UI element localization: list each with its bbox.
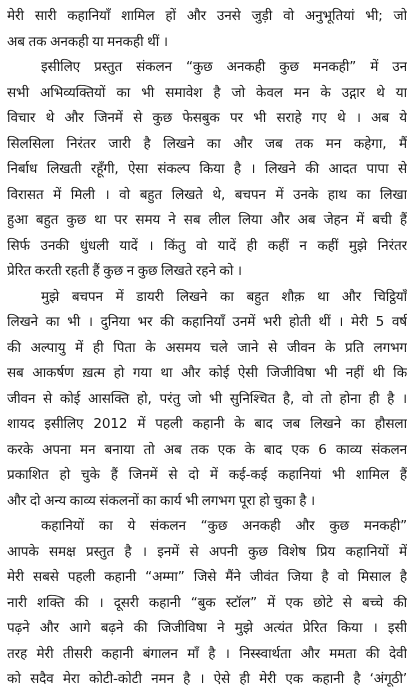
- text-line: करके अपना मन बनाया तो अब तक एक के बाद एक 6 काव्य संकलन: [7, 441, 407, 458]
- text-line: मेरी सारी कहानियाँ शामिल हों और उनसे जुड़ी वो अनुभूतियां भी; जो: [7, 8, 407, 24]
- paragraph-2: [7, 55, 407, 285]
- text-line: अब तक अनकही या मनकही थीं ।: [7, 33, 168, 50]
- text-line: सभी अभिव्यक्तियों का भी समावेश है जो केवल मन के उद्गार थे या: [7, 84, 407, 101]
- text-line: सब आकर्षण ख़त्म हो गया था और कोई ऐसी जिजीविषा भी नहीं थी कि: [7, 365, 407, 381]
- text-line: सिर्फ उनकी धुंधली यादें । किंतु वो यादें ही कहीं न कहीं मुझे निरंतर: [7, 237, 407, 254]
- text-line: को सदैव मेरा कोटी-कोटी नमन है । ऐसे ही मेरी एक कहानी है ‘अंगूठी’: [7, 671, 407, 687]
- text-line: विचार थे और जिनमें से कुछ फेसबुक पर भी सराहे गए थे । अब ये: [7, 110, 407, 126]
- text-line: तरह मेरी तीसरी कहानी बंगालन माँ है । निस्स्वार्थता और ममता की देवी: [7, 645, 407, 662]
- text-line: मुझे बचपन में डायरी लिखने का बहुत शौक़ था और चिट्ठियाँ: [41, 288, 407, 305]
- paragraph-1: [7, 4, 407, 55]
- text-line: प्रेरित करती रहती हैं कुछ न कुछ लिखते रहने को ।: [7, 263, 242, 279]
- text-line: शायद इसीलिए 2012 में पहली कहानी के बाद जब लिखने का हौसला: [7, 416, 407, 432]
- paragraph-3: [7, 285, 407, 515]
- text-line: आपके समक्ष प्रस्तुत है । इनमें से अपनी कुछ विशेष प्रिय कहानियों में: [7, 543, 407, 560]
- text-line: और दो अन्य काव्य संकलनों का कार्य भी लगभग पूरा हो चुका है ।: [7, 492, 316, 509]
- text-line: मेरी सबसे पहली कहानी “अम्मा” जिसे मैंने जीवंत जिया है वो मिसाल है: [7, 569, 407, 585]
- text-line: इसीलिए प्रस्तुत संकलन “कुछ अनकही कुछ मनकही” में उन: [41, 59, 407, 75]
- text-line: प्रकाशित हो चुके हैं जिनमें से दो में कई-कई कहानियां भी शामिल हैं: [7, 467, 407, 483]
- paragraph-4: [7, 514, 407, 693]
- text-line: नारी शक्ति की । दूसरी कहानी “बुक स्टॉल” में एक छोटे से बच्चे की: [7, 594, 407, 611]
- text-line: विरासत में मिली । वो बहुत लिखते थे, बचपन में उनके हाथ का लिखा: [7, 186, 407, 203]
- text-line: सिलसिला निरंतर जारी है लिखने का और जब तक मन कहेगा, मैं: [7, 135, 407, 152]
- text-line: लिखने का भी । दुनिया भर की कहानियाँ उनमें भरी होती थीं । मेरी 5 वर्ष: [7, 314, 407, 330]
- text-line: निर्बाध लिखती रहूँगी, ऐसा संकल्प किया है । लिखने की आदत पापा से: [7, 161, 407, 177]
- text-line: कहानियों का ये संकलन “कुछ अनकही और कुछ मनकही”: [41, 518, 407, 534]
- text-line: पढ़ने और आगे बढ़ने की जिजीविषा ने मुझे अत्यंत प्रेरित किया । इसी: [7, 620, 407, 636]
- text-line: हुआ बहुत कुछ था पर समय ने सब लील लिया और अब जेहन में बची हैं: [7, 212, 407, 228]
- text-line: जीवन से कोई आसक्ति हो, परंतु जो भी सुनिश्चित है, वो तो होना ही है ।: [7, 390, 407, 407]
- text-line: की अल्पायु में ही पिता के असमय चले जाने से जीवन के प्रति लगभग: [7, 339, 407, 356]
